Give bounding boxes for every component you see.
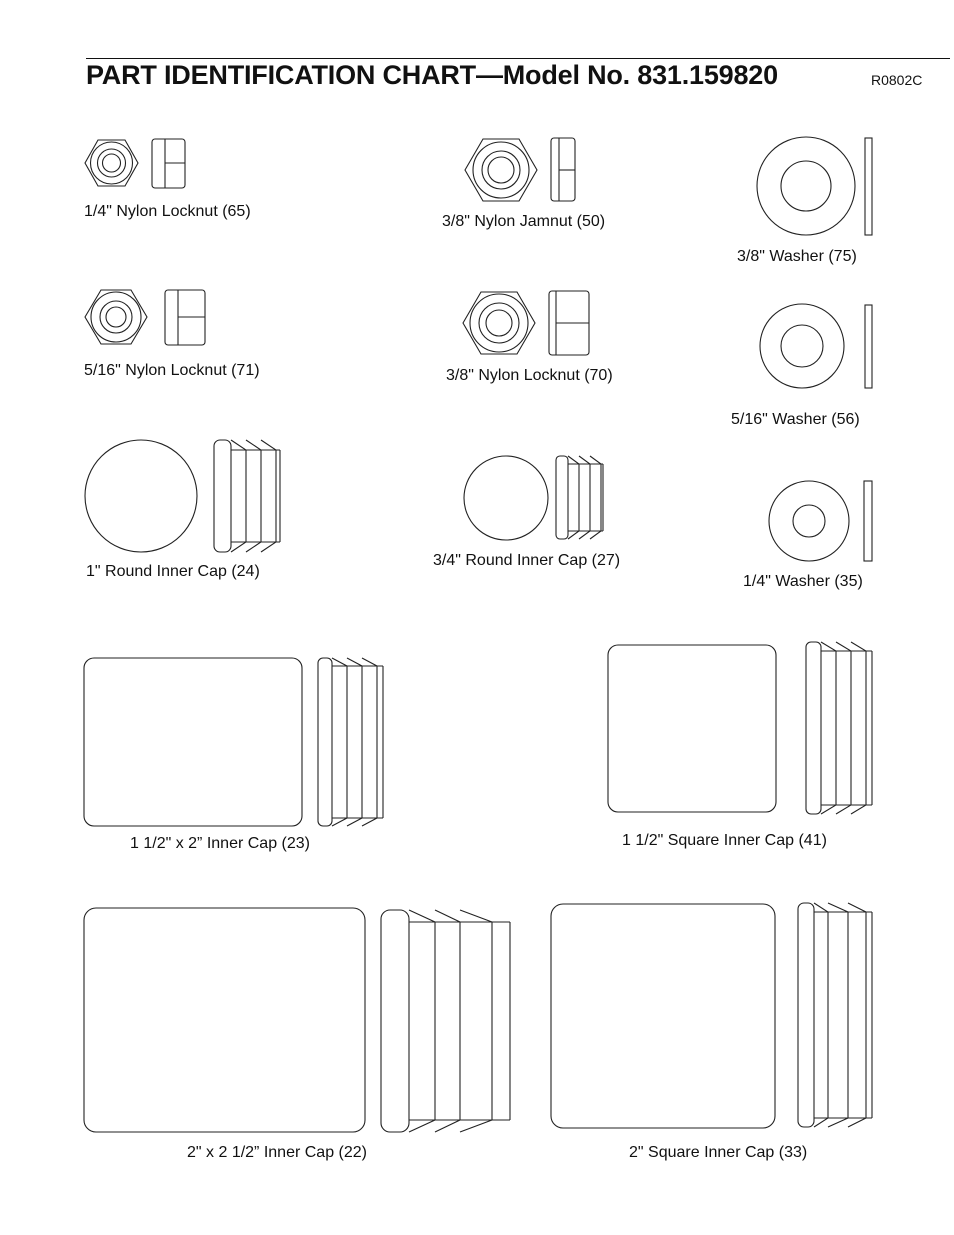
washer-35-icon bbox=[769, 481, 872, 561]
locknut-71-icon bbox=[85, 290, 205, 345]
part-label-22: 2" x 2 1/2” Inner Cap (22) bbox=[187, 1144, 367, 1161]
part-label-23: 1 1/2" x 2” Inner Cap (23) bbox=[130, 835, 310, 852]
rect-cap-23-icon bbox=[84, 658, 383, 826]
part-label-41: 1 1/2" Square Inner Cap (41) bbox=[622, 832, 827, 849]
part-label-56: 5/16" Washer (56) bbox=[731, 411, 860, 428]
locknut-70-icon bbox=[463, 291, 589, 355]
part-label-71: 5/16" Nylon Locknut (71) bbox=[84, 362, 260, 379]
washer-75-icon bbox=[757, 137, 872, 235]
part-label-33: 2" Square Inner Cap (33) bbox=[629, 1144, 808, 1161]
square-cap-33-icon bbox=[551, 903, 872, 1128]
part-label-70: 3/8" Nylon Locknut (70) bbox=[446, 367, 613, 384]
part-label-27: 3/4" Round Inner Cap (27) bbox=[433, 552, 621, 569]
part-label-65: 1/4" Nylon Locknut (65) bbox=[84, 203, 251, 220]
part-label-75: 3/8" Washer (75) bbox=[737, 248, 857, 265]
round-cap-24-icon bbox=[85, 440, 280, 552]
jamnut-50-icon bbox=[465, 138, 575, 201]
square-cap-41-icon bbox=[608, 642, 872, 814]
round-cap-27-icon bbox=[464, 456, 603, 540]
locknut-65-icon bbox=[85, 139, 185, 188]
document-code: R0802C bbox=[871, 72, 923, 88]
part-label-50: 3/8" Nylon Jamnut (50) bbox=[442, 213, 606, 230]
washer-56-icon bbox=[760, 304, 872, 388]
part-label-24: 1" Round Inner Cap (24) bbox=[86, 563, 260, 580]
page-title: PART IDENTIFICATION CHART—Model No. 831.159820 bbox=[86, 60, 778, 90]
part-label-35: 1/4" Washer (35) bbox=[743, 573, 863, 590]
rect-cap-22-icon bbox=[84, 908, 510, 1132]
